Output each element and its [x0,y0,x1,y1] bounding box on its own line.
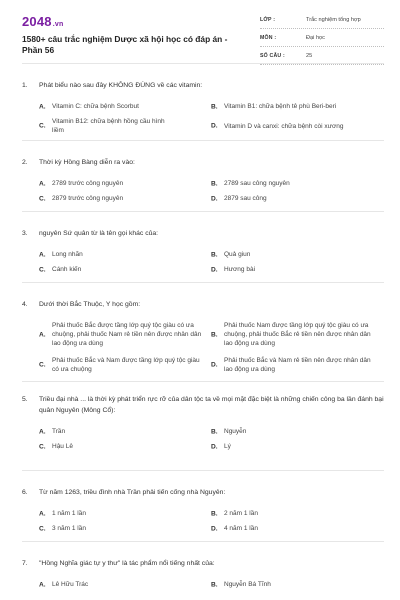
option-key: D. [211,266,218,273]
meta-value: 25 [306,53,313,59]
logo-suffix: .vn [52,21,64,28]
option-text: Lê Hữu Trác [52,581,89,588]
option-text: Vitamin B12: chữa bệnh hồng cầu hình liềm [52,118,165,134]
question-6 [22,471,384,542]
option-text: 3 năm 1 lần [52,525,86,532]
option-key: D. [211,361,218,368]
option-grid [22,176,384,206]
option-a[interactable] [39,577,211,592]
option-b[interactable] [211,176,383,191]
option-text: Cánh kiến [52,266,82,273]
option-d[interactable] [211,439,383,454]
question-number: 4. [22,301,28,308]
option-text: Hậu Lê [52,443,73,450]
option-key: D. [211,525,218,532]
option-grid [22,99,384,138]
option-a[interactable] [39,506,211,521]
option-key: B. [211,103,218,110]
option-text: 2 năm 1 lần [224,510,258,517]
option-grid [22,506,384,536]
option-c[interactable] [39,191,211,206]
meta-row-class [260,15,384,29]
option-d[interactable] [211,352,383,377]
option-c[interactable] [39,352,211,377]
meta-label: SỐ CÂU : [260,53,285,59]
question-7 [22,542,384,588]
question-1 [22,64,384,141]
option-key: A. [39,251,46,258]
meta-label: LỚP : [260,17,276,23]
meta-label: MÔN : [260,35,277,41]
question-number: 3. [22,230,28,237]
option-text: 2879 trước công nguyên [52,195,124,202]
option-b[interactable] [211,577,383,592]
option-grid [22,317,384,377]
option-text: Lý [224,443,231,450]
option-grid [22,577,384,592]
question-stem [22,487,384,498]
option-d[interactable] [211,521,383,536]
option-c[interactable] [39,521,211,536]
question-text: Thời kỳ Hồng Bàng diễn ra vào: [39,159,135,166]
option-key: B. [211,428,218,435]
document-title: 1580+ câu trắc nghiệm Dược xã hội học có đáp án - Phần 56 [22,34,228,55]
option-b[interactable] [211,99,383,114]
question-text: nguyên Sứ quân từ là tên gọi khác của: [39,230,159,237]
option-key: C. [39,122,46,130]
option-grid [22,424,384,454]
option-key: C. [39,195,46,202]
option-grid [22,247,384,277]
option-text: Vitamin C: chữa bệnh Scorbut [52,103,139,110]
question-number: 6. [22,489,28,496]
option-key: A. [39,581,46,588]
question-number: 1. [22,82,28,89]
option-key: C. [39,525,46,532]
option-b[interactable] [211,247,383,262]
question-stem [22,228,384,239]
option-text: 2789 trước công nguyên [52,180,124,187]
option-c[interactable] [39,439,211,454]
option-text: Phải thuốc Nam được tầng lớp quý tộc giàu có ưa chuộng, phải thuốc Bắc rẻ tiền nên được nhân dân lao động ưa dùng [224,322,371,347]
question-3 [22,212,384,283]
option-text: Long nhãn [52,251,83,258]
option-key: B. [211,331,218,338]
question-text: Triều đại nhà ... là thời kỳ phát triển rực rỡ của dân tộc ta về mọi mặt đặc biệt là những chiến công ba lần đánh bại quân Nguyên (Mông Cổ): [39,396,384,414]
option-text: 2789 sau công nguyên [224,180,290,187]
option-c[interactable] [39,114,211,138]
option-a[interactable] [39,176,211,191]
option-key: B. [211,510,218,517]
option-key: A. [39,180,46,187]
meta-box [260,15,384,69]
question-stem [22,80,384,91]
option-text: 4 năm 1 lần [224,525,258,532]
option-text: Phải thuốc Bắc và Nam được tầng lớp quý tộc giàu có ưa chuộng [52,356,200,373]
option-key: C. [39,443,46,450]
option-key: C. [39,361,46,368]
option-a[interactable] [39,247,211,262]
question-stem [22,157,384,168]
option-text: Nguyễn Bá Tĩnh [224,581,271,588]
option-text: Vitamin B1: chữa bệnh tê phù Beri-beri [224,103,337,110]
option-key: D. [211,443,218,450]
option-a[interactable] [39,424,211,439]
option-key: B. [211,180,218,187]
option-text: Vitamin D và canxi: chữa bệnh còi xương [224,122,344,130]
question-text: "Hồng Nghĩa giác tự y thư" là tác phẩm nổi tiếng nhất của: [39,560,215,567]
question-number: 7. [22,560,28,567]
question-4 [22,283,384,382]
option-text: Hương bài [224,266,256,273]
question-number: 5. [22,396,28,403]
option-c[interactable] [39,262,211,277]
logo-main: 2048 [22,14,52,29]
meta-row-subject [260,33,384,47]
question-stem [22,299,384,310]
question-list [22,64,384,588]
site-logo[interactable] [22,14,63,29]
option-key: A. [39,428,46,435]
option-a[interactable] [39,99,211,114]
option-key: B. [211,581,218,588]
option-key: D. [211,122,218,130]
question-5 [22,382,384,471]
meta-row-count [260,51,384,65]
question-text: Dưới thời Bắc Thuộc, Y học gồm: [39,301,141,308]
option-a[interactable] [39,317,211,352]
question-number: 2. [22,159,28,166]
option-text: 2879 sau công [224,195,267,202]
option-text: Nguyễn [224,428,247,435]
document-header [22,0,384,64]
question-text: Từ năm 1263, triều đình nhà Trần phải tiến cống nhà Nguyên: [39,489,226,496]
option-text: 1 năm 1 lần [52,510,86,517]
question-stem [22,394,384,416]
option-d[interactable] [211,262,383,277]
option-text: Trần [52,428,66,435]
option-key: A. [39,510,46,517]
question-2 [22,141,384,212]
option-b[interactable] [211,424,383,439]
option-d[interactable] [211,114,383,138]
option-b[interactable] [211,506,383,521]
question-stem [22,558,384,569]
option-key: D. [211,195,218,202]
option-text: Phải thuốc Bắc và Nam rẻ tiền nên được nhân dân lao động ưa dùng [224,356,371,373]
option-b[interactable] [211,317,383,352]
meta-value: Đại học [306,35,325,41]
option-key: C. [39,266,46,273]
option-key: A. [39,331,46,338]
option-key: A. [39,103,46,110]
option-text: Phải thuốc Bắc được tầng lớp quý tộc giàu có ưa chuộng, phải thuốc Nam rẻ tiền nên được nhân dân lao động ưa dùng [52,322,202,347]
option-text: Quả giun [224,251,251,258]
meta-value: Trắc nghiệm tổng hợp [306,17,361,23]
option-d[interactable] [211,191,383,206]
option-key: B. [211,251,218,258]
question-text: Phát biểu nào sau đây KHÔNG ĐÚNG về các vitamin: [39,82,203,89]
